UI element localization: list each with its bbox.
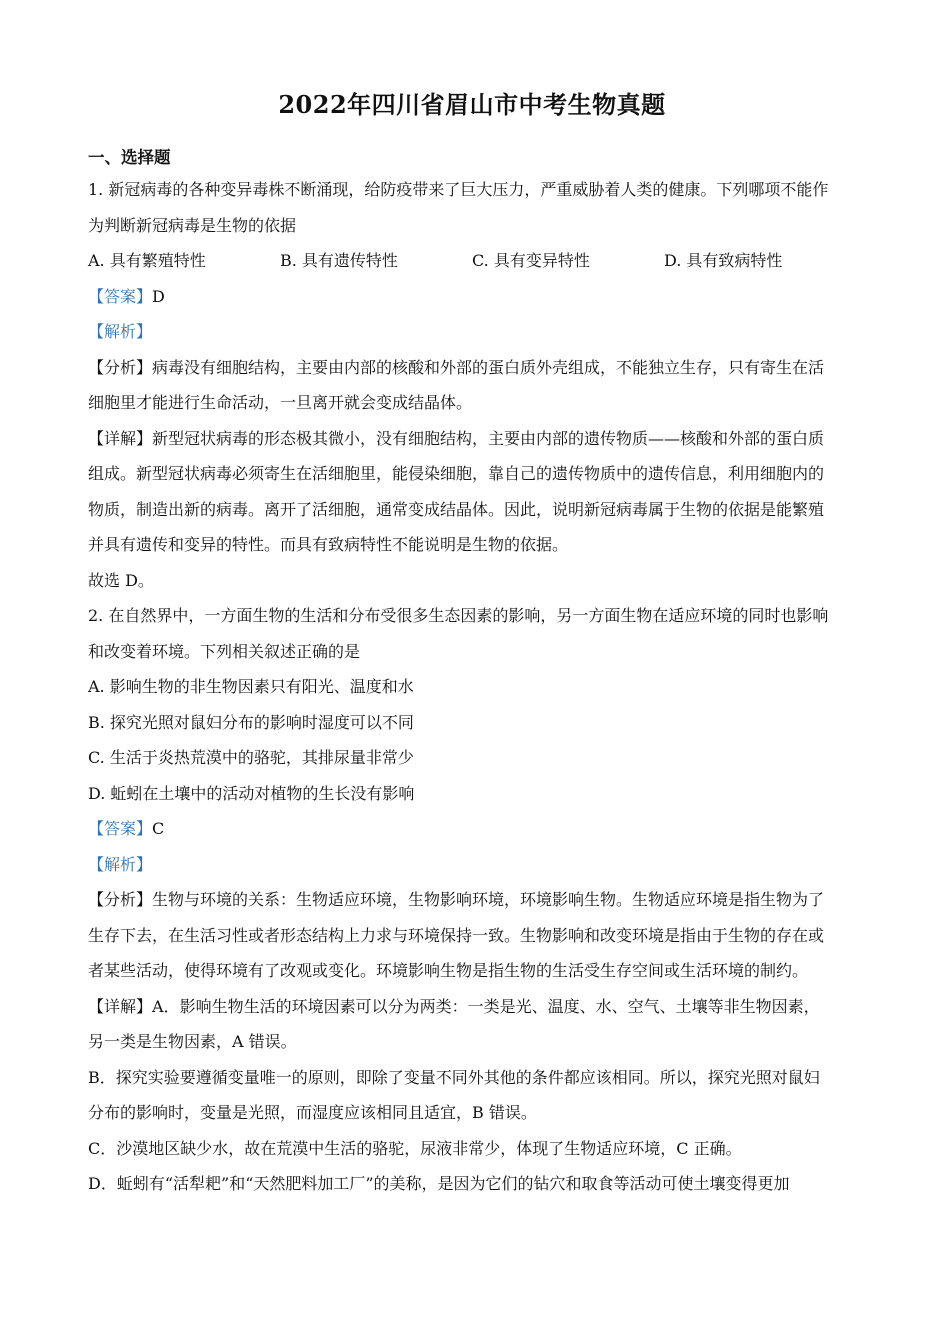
q1-fenxi-line: 细胞里才能进行生命活动，一旦离开就会变成结晶体。 — [88, 393, 473, 412]
q2-answer — [88, 811, 856, 847]
q2-fenxi-line — [88, 882, 856, 918]
q1-option-c: C. 具有变异特性 — [472, 251, 590, 270]
q1-fenxi-line — [88, 350, 856, 386]
q2-fenxi-line: 者某些活动，使得环境有了改观或变化。环境影响生物是指生物的生活受生存空间或生活环境的制约。 — [88, 961, 809, 980]
answer-tag: 【答案】 — [88, 286, 153, 306]
q2-option-c: C. 生活于炎热荒漠中的骆驼，其排尿量非常少 — [88, 748, 414, 767]
q1-option-b: B. 具有遗传特性 — [280, 251, 398, 270]
q2-option-b: B. 探究光照对鼠妇分布的影响时湿度可以不同 — [88, 712, 414, 732]
fenxi-tag: 【分析】 — [88, 357, 153, 377]
q1-xiangjie-line: 物质，制造出新的病毒。离开了活细胞，通常变成结晶体。因此，说明新冠病毒属于生物的依据是能繁殖 — [88, 499, 825, 519]
q2-fenxi-line: 生存下去，在生活习性或者形态结构上力求与环境保持一致。生物影响和改变环境是指由于生物的存在或 — [88, 925, 825, 945]
q1-answer — [88, 279, 856, 315]
q1-conclusion: 故选 D。 — [88, 570, 154, 590]
q1-xiangjie-line: 组成。新型冠状病毒必须寄生在活细胞里，能侵染细胞，靠自己的遗传物质中的遗传信息，利用细胞内的 — [88, 464, 825, 483]
q1-analysis-tag: 【解析】 — [88, 322, 153, 341]
q1-xiangjie-line — [88, 421, 856, 457]
xiangjie-tag: 【详解】 — [88, 428, 153, 448]
xiangjie-text: 新型冠状病毒的形态极其微小，没有细胞结构，主要由内部的遗传物质——核酸和外部的蛋白质 — [152, 428, 825, 448]
q2-xiangjie-line: 另一类是生物因素，A 错误。 — [88, 1032, 297, 1051]
answer-value: C — [152, 819, 165, 838]
fenxi-text: 生物与环境的关系：生物适应环境，生物影响环境，环境影响生物。生物适应环境是指生物为了 — [152, 890, 825, 909]
q2-option-d: D. 蚯蚓在土壤中的活动对植物的生长没有影响 — [88, 783, 415, 803]
fenxi-text: 病毒没有细胞结构，主要由内部的核酸和外部的蛋白质外壳组成，不能独立生存，只有寄生在活 — [152, 357, 825, 377]
q2-option-d-explanation: D．蚯蚓有“活犁耙”和“天然肥料加工厂”的美称，是因为它们的钻穴和取食等活动可使土壤变得更加 — [88, 1174, 790, 1193]
q2-option-b-explanation: B．探究实验要遵循变量唯一的原则，即除了变量不同外其他的条件都应该相同。所以，探究光照对鼠妇 — [88, 1067, 820, 1087]
q2-analysis-tag: 【解析】 — [88, 854, 153, 874]
q1-options — [88, 243, 856, 279]
q2-option-b-explanation: 分布的影响时，变量是光照，而湿度应该相同且适宜，B 错误。 — [88, 1103, 537, 1122]
q2-xiangjie-line — [88, 989, 856, 1025]
q1-option-d: D. 具有致病特性 — [664, 251, 783, 270]
q1-xiangjie-line: 并具有遗传和变异的特性。而具有致病特性不能说明是生物的依据。 — [88, 535, 569, 554]
answer-value: D — [152, 286, 165, 306]
q1-option-a: A. 具有繁殖特性 — [88, 251, 206, 270]
xiangjie-text: A．影响生物生活的环境因素可以分为两类：一类是光、温度、水、空气、土壤等非生物因素， — [152, 996, 820, 1016]
answer-tag: 【答案】 — [88, 819, 153, 838]
q2-option-c-explanation: C．沙漠地区缺少水，故在荒漠中生活的骆驼，尿液非常少，体现了生物适应环境，C 正确。 — [88, 1138, 742, 1158]
q2-stem-line: 2. 在自然界中，一方面生物的生活和分布受很多生态因素的影响，另一方面生物在适应环境的同时也影响 — [88, 606, 829, 625]
question-1 — [88, 172, 856, 598]
fenxi-tag: 【分析】 — [88, 890, 153, 909]
xiangjie-tag: 【详解】 — [88, 996, 153, 1016]
q2-option-a: A. 影响生物的非生物因素只有阳光、温度和水 — [88, 677, 414, 696]
section-heading: 一、选择题 — [88, 148, 171, 167]
question-2 — [88, 598, 856, 1202]
q1-stem-line: 为判断新冠病毒是生物的依据 — [88, 215, 297, 235]
q2-stem-line: 和改变着环境。下列相关叙述正确的是 — [88, 641, 361, 661]
q1-stem-line: 1. 新冠病毒的各种变异毒株不断涌现，给防疫带来了巨大压力，严重威胁着人类的健康。下列哪项不能作 — [88, 180, 829, 199]
document-title: 2022年四川省眉山市中考生物真题 — [278, 90, 666, 119]
